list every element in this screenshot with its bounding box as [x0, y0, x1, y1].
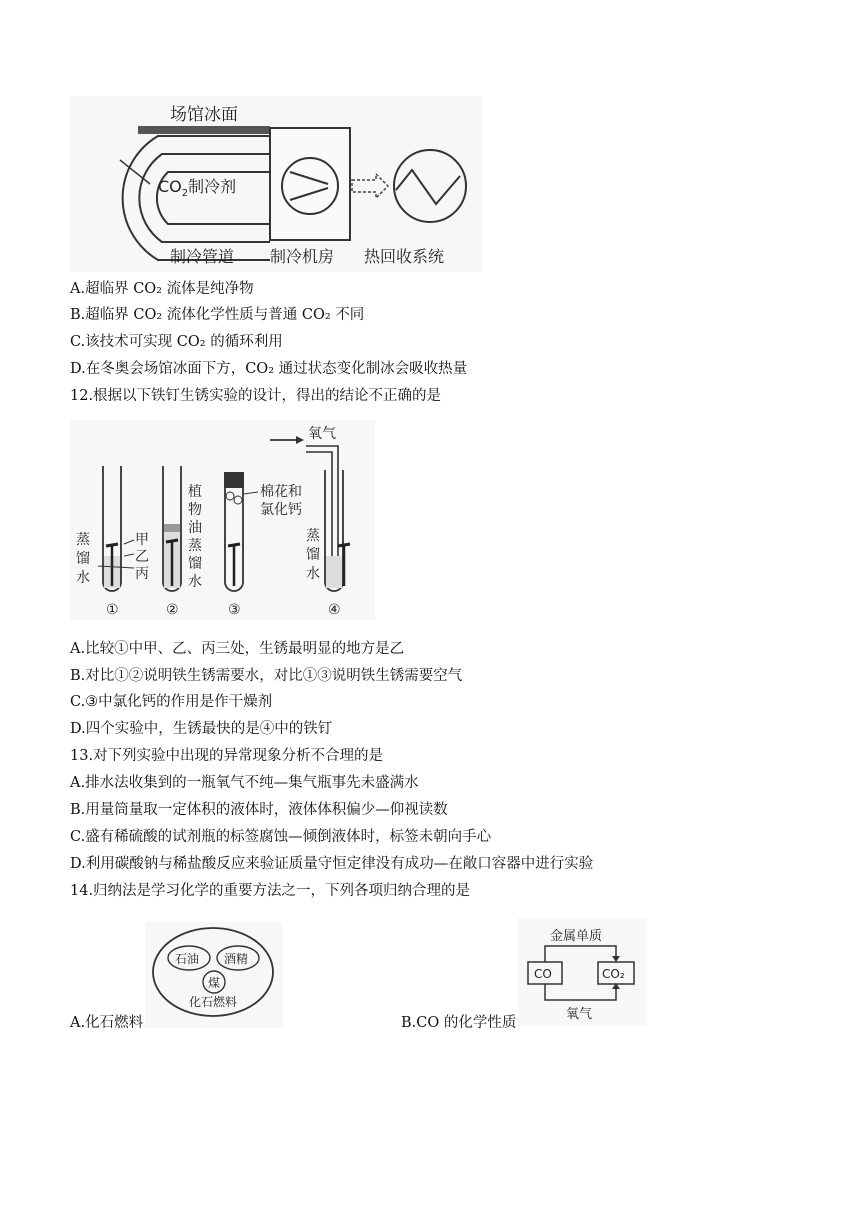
heat-recovery-label: 热回收系统: [364, 247, 445, 266]
q11-option-d: D.在冬奥会场馆冰面下方，CO₂ 通过状态变化制冰会吸收热量: [70, 361, 468, 377]
fossil-fuel-caption: 化石燃料: [189, 995, 238, 1009]
q14-stem: 14.归纳法是学习化学的重要方法之一，下列各项归纳合理的是: [70, 883, 471, 899]
q11-option-b: B.超临界 CO₂ 流体化学性质与普通 CO₂ 不同: [70, 307, 365, 323]
oxygen-label-fig4: 氧气: [566, 1007, 593, 1022]
metal-element-label: 金属单质: [550, 929, 603, 944]
q12-option-a: A.比较①中甲、乙、丙三处，生锈最明显的地方是乙: [70, 641, 405, 657]
tube-number-3: ③: [228, 602, 241, 618]
q14-option-b: B.CO 的化学性质: [401, 1015, 517, 1031]
rink-label: 场馆冰面: [170, 105, 238, 125]
q14-option-a: A.化石燃料: [70, 1015, 144, 1031]
tube1-water-label-3: 水: [76, 570, 90, 586]
position-yi: 乙: [135, 549, 149, 565]
pipe-label: 制冷管道: [170, 247, 235, 266]
tube-number-2: ②: [166, 602, 179, 618]
oil-label-3: 油: [188, 520, 202, 536]
fuel-item-alcohol: 酒精: [224, 952, 249, 966]
oil-label-2: 物: [188, 502, 202, 518]
q13-option-a: A.排水法收集到的一瓶氧气不纯—集气瓶事先未盛满水: [70, 775, 419, 791]
tube2-water-label-1: 蒸: [188, 538, 202, 554]
cotton-label-2: 氯化钙: [260, 502, 302, 518]
tube4-water-label-1: 蒸: [306, 528, 320, 544]
q12-option-b: B.对比①②说明铁生锈需要水，对比①③说明铁生锈需要空气: [70, 668, 463, 684]
q13-option-c: C.盛有稀硫酸的试剂瓶的标签腐蚀—倾倒液体时，标签未朝向手心: [70, 829, 492, 845]
tube2-water-label-2: 馏: [188, 556, 202, 572]
rusting-experiment-diagram: [70, 420, 375, 620]
position-jia: 甲: [135, 532, 149, 548]
co-box: CO: [534, 967, 552, 981]
fuel-item-petroleum: 石油: [175, 952, 200, 966]
q11-option-c: C.该技术可实现 CO₂ 的循环利用: [70, 334, 283, 350]
tube4-water-label-3: 水: [306, 566, 320, 582]
q13-stem: 13.对下列实验中出现的异常现象分析不合理的是: [70, 748, 384, 764]
co-properties-diagram: [518, 918, 646, 1026]
tube1-water-label-1: 蒸: [76, 532, 90, 548]
refrigerant-label: $CO_2$制冷剂: [158, 177, 237, 199]
co2-refrigeration-diagram: [70, 96, 482, 272]
co2-box: CO₂: [602, 967, 625, 981]
fuel-item-coal: 煤: [208, 976, 221, 990]
tube4-water-label-2: 馏: [306, 547, 320, 563]
oil-label-1: 植: [188, 484, 202, 500]
q12-stem: 12.根据以下铁钉生锈实验的设计，得出的结论不正确的是: [70, 388, 442, 404]
cotton-label-1: 棉花和: [260, 484, 302, 500]
position-bing: 丙: [135, 566, 149, 582]
tube1-water-label-2: 馏: [76, 551, 90, 567]
machine-room-label: 制冷机房: [270, 247, 335, 266]
tube-number-1: ①: [106, 602, 119, 618]
oxygen-label: 氧气: [308, 426, 336, 442]
fossil-fuel-diagram: [145, 922, 283, 1028]
tube-number-4: ④: [328, 602, 341, 618]
q13-option-d: D.利用碳酸钠与稀盐酸反应来验证质量守恒定律没有成功—在敞口容器中进行实验: [70, 856, 594, 872]
tube2-water-label-3: 水: [188, 574, 202, 590]
q13-option-b: B.用量筒量取一定体积的液体时，液体体积偏少—仰视读数: [70, 802, 448, 818]
q12-option-c: C.③中氯化钙的作用是作干燥剂: [70, 694, 273, 710]
q11-option-a: A.超临界 CO₂ 流体是纯净物: [70, 281, 254, 297]
q12-option-d: D.四个实验中，生锈最快的是④中的铁钉: [70, 721, 333, 737]
